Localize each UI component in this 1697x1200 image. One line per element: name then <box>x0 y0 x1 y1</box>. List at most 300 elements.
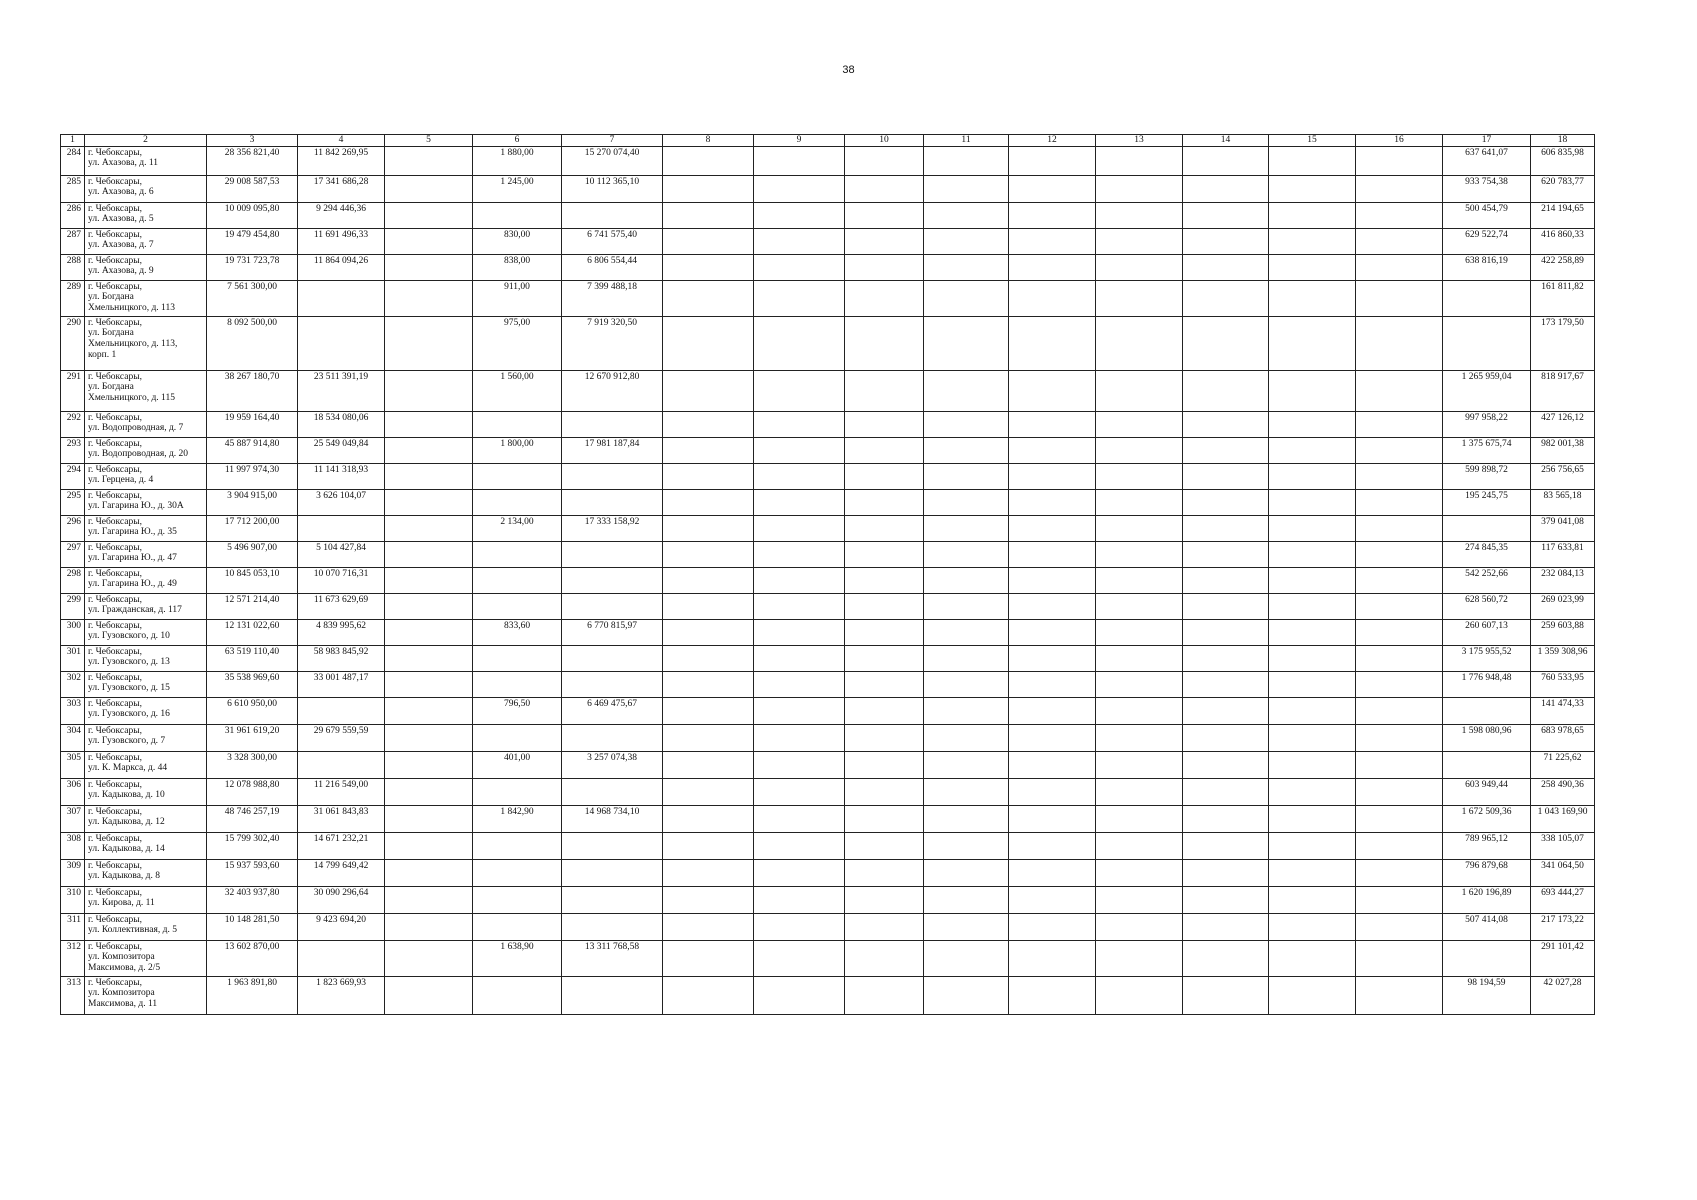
table-cell: 313 <box>61 976 85 1014</box>
table-cell: 1 963 891,80 <box>207 976 298 1014</box>
table-cell <box>1356 316 1443 370</box>
table-cell <box>385 619 473 645</box>
table-cell <box>754 913 845 940</box>
table-cell <box>1009 437 1096 463</box>
table-cell <box>298 751 385 778</box>
table-cell: 256 756,65 <box>1531 463 1595 489</box>
table-cell <box>663 697 754 724</box>
column-header: 11 <box>924 135 1009 147</box>
table-cell <box>473 567 562 593</box>
table-cell <box>562 645 663 671</box>
table-cell <box>1183 437 1269 463</box>
table-cell <box>1096 976 1183 1014</box>
table-cell <box>1009 751 1096 778</box>
table-cell <box>845 751 924 778</box>
table-cell <box>924 146 1009 175</box>
table-cell <box>1096 593 1183 619</box>
table-row <box>61 976 1595 1014</box>
table-cell <box>473 411 562 437</box>
table-cell <box>1183 489 1269 515</box>
table-cell <box>1096 515 1183 541</box>
column-header: 13 <box>1096 135 1183 147</box>
table-cell <box>473 202 562 228</box>
table-cell <box>663 254 754 280</box>
table-cell <box>562 913 663 940</box>
table-cell: 629 522,74 <box>1443 228 1531 254</box>
table-cell: 15 799 302,40 <box>207 832 298 859</box>
table-cell <box>924 619 1009 645</box>
table-cell <box>1356 645 1443 671</box>
table-cell: 422 258,89 <box>1531 254 1595 280</box>
table-cell <box>924 913 1009 940</box>
table-cell <box>1356 463 1443 489</box>
table-cell: 294 <box>61 463 85 489</box>
table-cell <box>562 724 663 751</box>
data-table <box>60 134 1595 1015</box>
table-cell <box>845 940 924 976</box>
table-cell <box>845 515 924 541</box>
table-cell <box>1183 202 1269 228</box>
table-cell <box>663 567 754 593</box>
table-cell <box>845 832 924 859</box>
table-cell <box>845 254 924 280</box>
table-cell <box>1269 697 1356 724</box>
table-cell: 42 027,28 <box>1531 976 1595 1014</box>
table-cell: 19 731 723,78 <box>207 254 298 280</box>
table-cell <box>754 567 845 593</box>
table-cell: 291 101,42 <box>1531 940 1595 976</box>
table-row <box>61 832 1595 859</box>
table-cell: 23 511 391,19 <box>298 370 385 411</box>
table-cell: 911,00 <box>473 280 562 316</box>
table-cell: 33 001 487,17 <box>298 671 385 697</box>
table-cell: 760 533,95 <box>1531 671 1595 697</box>
table-cell: г. Чебоксары, ул. Богдана Хмельницкого, д. 113, корп. 1 <box>85 316 207 370</box>
table-cell: г. Чебоксары, ул. Водопроводная, д. 20 <box>85 437 207 463</box>
table-cell: 796,50 <box>473 697 562 724</box>
table-cell: 38 267 180,70 <box>207 370 298 411</box>
table-cell: г. Чебоксары, ул. Ахазова, д. 6 <box>85 175 207 202</box>
table-cell: 117 633,81 <box>1531 541 1595 567</box>
table-cell: 1 359 308,96 <box>1531 645 1595 671</box>
table-cell: 300 <box>61 619 85 645</box>
table-cell <box>1183 778 1269 805</box>
table-cell: 1 043 169,90 <box>1531 805 1595 832</box>
table-cell: 427 126,12 <box>1531 411 1595 437</box>
table-cell <box>663 619 754 645</box>
table-cell <box>1183 463 1269 489</box>
column-header: 17 <box>1443 135 1531 147</box>
table-cell <box>663 671 754 697</box>
table-cell: 15 270 074,40 <box>562 146 663 175</box>
table-cell: 17 333 158,92 <box>562 515 663 541</box>
table-cell <box>298 515 385 541</box>
table-cell <box>385 202 473 228</box>
table-cell <box>754 316 845 370</box>
table-cell: 312 <box>61 940 85 976</box>
table-cell <box>1443 515 1531 541</box>
table-cell <box>562 202 663 228</box>
table-cell: 3 175 955,52 <box>1443 645 1531 671</box>
table-cell <box>924 489 1009 515</box>
table-cell <box>663 805 754 832</box>
table-cell <box>1096 832 1183 859</box>
table-cell: 284 <box>61 146 85 175</box>
table-cell: г. Чебоксары, ул. Гагарина Ю., д. 49 <box>85 567 207 593</box>
table-cell <box>754 202 845 228</box>
table-cell: 683 978,65 <box>1531 724 1595 751</box>
table-cell: 291 <box>61 370 85 411</box>
table-cell <box>385 175 473 202</box>
table-cell <box>1269 280 1356 316</box>
table-cell: 500 454,79 <box>1443 202 1531 228</box>
column-header: 6 <box>473 135 562 147</box>
table-cell <box>385 567 473 593</box>
table-row <box>61 316 1595 370</box>
table-cell <box>754 541 845 567</box>
table-cell: 29 679 559,59 <box>298 724 385 751</box>
table-cell <box>1356 541 1443 567</box>
table-cell: 309 <box>61 859 85 886</box>
table-row <box>61 541 1595 567</box>
table-cell <box>1009 859 1096 886</box>
table-cell <box>754 940 845 976</box>
table-cell: 259 603,88 <box>1531 619 1595 645</box>
table-cell <box>385 913 473 940</box>
table-cell <box>1269 370 1356 411</box>
table-cell <box>473 489 562 515</box>
table-cell <box>1096 859 1183 886</box>
table-cell <box>845 724 924 751</box>
table-cell: г. Чебоксары, ул. Коллективная, д. 5 <box>85 913 207 940</box>
column-header: 12 <box>1009 135 1096 147</box>
table-cell: г. Чебоксары, ул. Ахазова, д. 11 <box>85 146 207 175</box>
table-cell <box>1096 778 1183 805</box>
table-cell: 933 754,38 <box>1443 175 1531 202</box>
table-cell <box>1356 671 1443 697</box>
table-cell <box>663 316 754 370</box>
table-cell <box>1183 645 1269 671</box>
table-cell <box>663 976 754 1014</box>
table-cell <box>1009 619 1096 645</box>
table-cell: 6 741 575,40 <box>562 228 663 254</box>
table-row <box>61 437 1595 463</box>
table-cell <box>754 370 845 411</box>
table-cell <box>754 146 845 175</box>
table-cell <box>562 593 663 619</box>
table-cell <box>845 463 924 489</box>
table-cell <box>562 859 663 886</box>
table-cell: 288 <box>61 254 85 280</box>
table-cell <box>845 175 924 202</box>
table-cell: г. Чебоксары, ул. Кадыкова, д. 12 <box>85 805 207 832</box>
table-cell <box>1269 316 1356 370</box>
table-cell <box>1269 228 1356 254</box>
table-row <box>61 593 1595 619</box>
table-cell <box>1096 913 1183 940</box>
table-cell <box>385 463 473 489</box>
table-cell: 7 399 488,18 <box>562 280 663 316</box>
table-cell <box>924 645 1009 671</box>
table-cell <box>1096 886 1183 913</box>
table-cell: 297 <box>61 541 85 567</box>
table-cell <box>1443 280 1531 316</box>
table-cell <box>754 645 845 671</box>
table-cell: 295 <box>61 489 85 515</box>
table-cell <box>1356 370 1443 411</box>
table-cell <box>385 751 473 778</box>
table-cell <box>1183 859 1269 886</box>
table-cell: 303 <box>61 697 85 724</box>
table-cell: 1 880,00 <box>473 146 562 175</box>
table-cell: 341 064,50 <box>1531 859 1595 886</box>
table-header-row <box>61 135 1595 147</box>
table-cell <box>1096 724 1183 751</box>
table-cell: 620 783,77 <box>1531 175 1595 202</box>
table-cell <box>1009 146 1096 175</box>
table-cell <box>1356 411 1443 437</box>
table-cell: 11 864 094,26 <box>298 254 385 280</box>
table-cell <box>845 805 924 832</box>
table-cell: 6 806 554,44 <box>562 254 663 280</box>
table-cell <box>385 593 473 619</box>
column-header: 2 <box>85 135 207 147</box>
table-cell <box>1356 805 1443 832</box>
table-cell: г. Чебоксары, ул. Композитора Максимова, д. 2/5 <box>85 940 207 976</box>
table-cell <box>845 886 924 913</box>
table-row <box>61 146 1595 175</box>
table-cell: 45 887 914,80 <box>207 437 298 463</box>
table-cell <box>663 593 754 619</box>
table-row <box>61 463 1595 489</box>
table-cell <box>1269 411 1356 437</box>
table-row <box>61 671 1595 697</box>
table-cell <box>754 724 845 751</box>
table-cell <box>845 859 924 886</box>
table-cell <box>1269 146 1356 175</box>
table-cell: 1 245,00 <box>473 175 562 202</box>
table-cell <box>1096 645 1183 671</box>
table-cell: 28 356 821,40 <box>207 146 298 175</box>
table-cell: 13 311 768,58 <box>562 940 663 976</box>
table-cell <box>1096 280 1183 316</box>
table-cell: 838,00 <box>473 254 562 280</box>
column-header: 16 <box>1356 135 1443 147</box>
table-cell: 11 691 496,33 <box>298 228 385 254</box>
table-row <box>61 175 1595 202</box>
table-cell <box>924 697 1009 724</box>
table-cell <box>754 671 845 697</box>
table-cell: 98 194,59 <box>1443 976 1531 1014</box>
table-cell <box>1096 254 1183 280</box>
table-cell: 3 257 074,38 <box>562 751 663 778</box>
table-cell: 606 835,98 <box>1531 146 1595 175</box>
table-cell: 285 <box>61 175 85 202</box>
table-cell <box>298 316 385 370</box>
table-cell: 19 959 164,40 <box>207 411 298 437</box>
table-cell <box>562 489 663 515</box>
table-cell: 11 842 269,95 <box>298 146 385 175</box>
table-cell <box>1269 619 1356 645</box>
table-cell <box>754 976 845 1014</box>
table-cell <box>473 541 562 567</box>
table-cell: 5 104 427,84 <box>298 541 385 567</box>
table-cell: 161 811,82 <box>1531 280 1595 316</box>
table-cell <box>1009 697 1096 724</box>
table-cell <box>1183 280 1269 316</box>
table-cell <box>845 645 924 671</box>
table-cell <box>1356 619 1443 645</box>
table-cell <box>1443 940 1531 976</box>
table-cell <box>754 751 845 778</box>
table-cell <box>663 228 754 254</box>
table-cell <box>1356 940 1443 976</box>
table-cell <box>1009 886 1096 913</box>
table-cell: 63 519 110,40 <box>207 645 298 671</box>
table-cell: г. Чебоксары, ул. Богдана Хмельницкого, д. 115 <box>85 370 207 411</box>
table-cell <box>663 202 754 228</box>
table-cell <box>663 489 754 515</box>
table-cell <box>1356 146 1443 175</box>
table-cell: 818 917,67 <box>1531 370 1595 411</box>
table-cell <box>845 778 924 805</box>
table-cell <box>754 489 845 515</box>
column-header: 3 <box>207 135 298 147</box>
table-cell: г. Чебоксары, ул. Гузовского, д. 15 <box>85 671 207 697</box>
table-cell: 71 225,62 <box>1531 751 1595 778</box>
table-cell <box>1183 175 1269 202</box>
table-cell <box>845 202 924 228</box>
table-cell <box>473 671 562 697</box>
table-cell <box>1096 940 1183 976</box>
table-cell: 14 968 734,10 <box>562 805 663 832</box>
table-cell <box>473 832 562 859</box>
table-cell <box>1183 370 1269 411</box>
table-cell: 304 <box>61 724 85 751</box>
table-cell <box>924 805 1009 832</box>
table-cell <box>1356 175 1443 202</box>
table-cell: 9 423 694,20 <box>298 913 385 940</box>
table-cell <box>924 515 1009 541</box>
table-cell <box>845 541 924 567</box>
table-cell <box>1269 463 1356 489</box>
table-cell <box>385 489 473 515</box>
table-cell <box>1356 567 1443 593</box>
table-cell <box>1096 489 1183 515</box>
table-cell <box>663 515 754 541</box>
table-cell <box>385 280 473 316</box>
table-row <box>61 228 1595 254</box>
table-cell: 217 173,22 <box>1531 913 1595 940</box>
table-cell: 17 341 686,28 <box>298 175 385 202</box>
table-cell <box>1009 832 1096 859</box>
table-cell <box>1009 489 1096 515</box>
table-cell <box>562 886 663 913</box>
table-cell <box>385 832 473 859</box>
table-cell: 638 816,19 <box>1443 254 1531 280</box>
table-cell: 1 672 509,36 <box>1443 805 1531 832</box>
table-cell: 305 <box>61 751 85 778</box>
table-cell: г. Чебоксары, ул. Гузовского, д. 16 <box>85 697 207 724</box>
table-row <box>61 913 1595 940</box>
table-cell: 1 620 196,89 <box>1443 886 1531 913</box>
table-cell: 401,00 <box>473 751 562 778</box>
table-cell: г. Чебоксары, ул. Гагарина Ю., д. 47 <box>85 541 207 567</box>
table-cell <box>562 463 663 489</box>
table-cell <box>754 697 845 724</box>
table-cell <box>1096 146 1183 175</box>
table-cell: 35 538 969,60 <box>207 671 298 697</box>
table-cell <box>385 886 473 913</box>
table-cell <box>1183 751 1269 778</box>
table-cell <box>924 567 1009 593</box>
table-cell <box>1269 541 1356 567</box>
table-cell: г. Чебоксары, ул. Гузовского, д. 10 <box>85 619 207 645</box>
table-row <box>61 567 1595 593</box>
table-cell <box>845 489 924 515</box>
table-cell: 1 375 675,74 <box>1443 437 1531 463</box>
table-cell: 10 148 281,50 <box>207 913 298 940</box>
table-cell <box>1009 202 1096 228</box>
table-cell <box>754 437 845 463</box>
table-cell <box>663 645 754 671</box>
table-cell <box>1096 805 1183 832</box>
table-cell: г. Чебоксары, ул. Гузовского, д. 7 <box>85 724 207 751</box>
table-cell: 982 001,38 <box>1531 437 1595 463</box>
table-cell <box>924 976 1009 1014</box>
table-cell <box>845 228 924 254</box>
table-cell: 1 638,90 <box>473 940 562 976</box>
table-cell <box>754 254 845 280</box>
table-cell: 32 403 937,80 <box>207 886 298 913</box>
table-cell <box>1009 593 1096 619</box>
table-cell: 31 961 619,20 <box>207 724 298 751</box>
table-cell: 12 670 912,80 <box>562 370 663 411</box>
table-cell: г. Чебоксары, ул. К. Маркса, д. 44 <box>85 751 207 778</box>
table-cell <box>845 411 924 437</box>
table-cell <box>562 541 663 567</box>
table-cell: 7 561 300,00 <box>207 280 298 316</box>
table-cell: 9 294 446,36 <box>298 202 385 228</box>
table-cell <box>754 411 845 437</box>
table-cell <box>385 697 473 724</box>
table-cell <box>1183 886 1269 913</box>
table-cell <box>845 913 924 940</box>
table-cell <box>1096 175 1183 202</box>
table-cell <box>385 254 473 280</box>
table-row <box>61 859 1595 886</box>
table-cell <box>924 316 1009 370</box>
table-cell <box>1009 671 1096 697</box>
column-header: 10 <box>845 135 924 147</box>
table-cell: 301 <box>61 645 85 671</box>
table-cell <box>473 645 562 671</box>
table-cell <box>1009 515 1096 541</box>
table-row <box>61 370 1595 411</box>
table-cell: 2 134,00 <box>473 515 562 541</box>
table-cell: г. Чебоксары, ул. Кирова, д. 11 <box>85 886 207 913</box>
table-cell <box>1356 228 1443 254</box>
table-cell <box>1183 913 1269 940</box>
table-cell <box>1183 593 1269 619</box>
table-row <box>61 280 1595 316</box>
table-cell: 542 252,66 <box>1443 567 1531 593</box>
table-cell: 12 571 214,40 <box>207 593 298 619</box>
table-cell <box>845 671 924 697</box>
table-cell: 83 565,18 <box>1531 489 1595 515</box>
table-cell: 232 084,13 <box>1531 567 1595 593</box>
table-cell: г. Чебоксары, ул. Ахазова, д. 9 <box>85 254 207 280</box>
